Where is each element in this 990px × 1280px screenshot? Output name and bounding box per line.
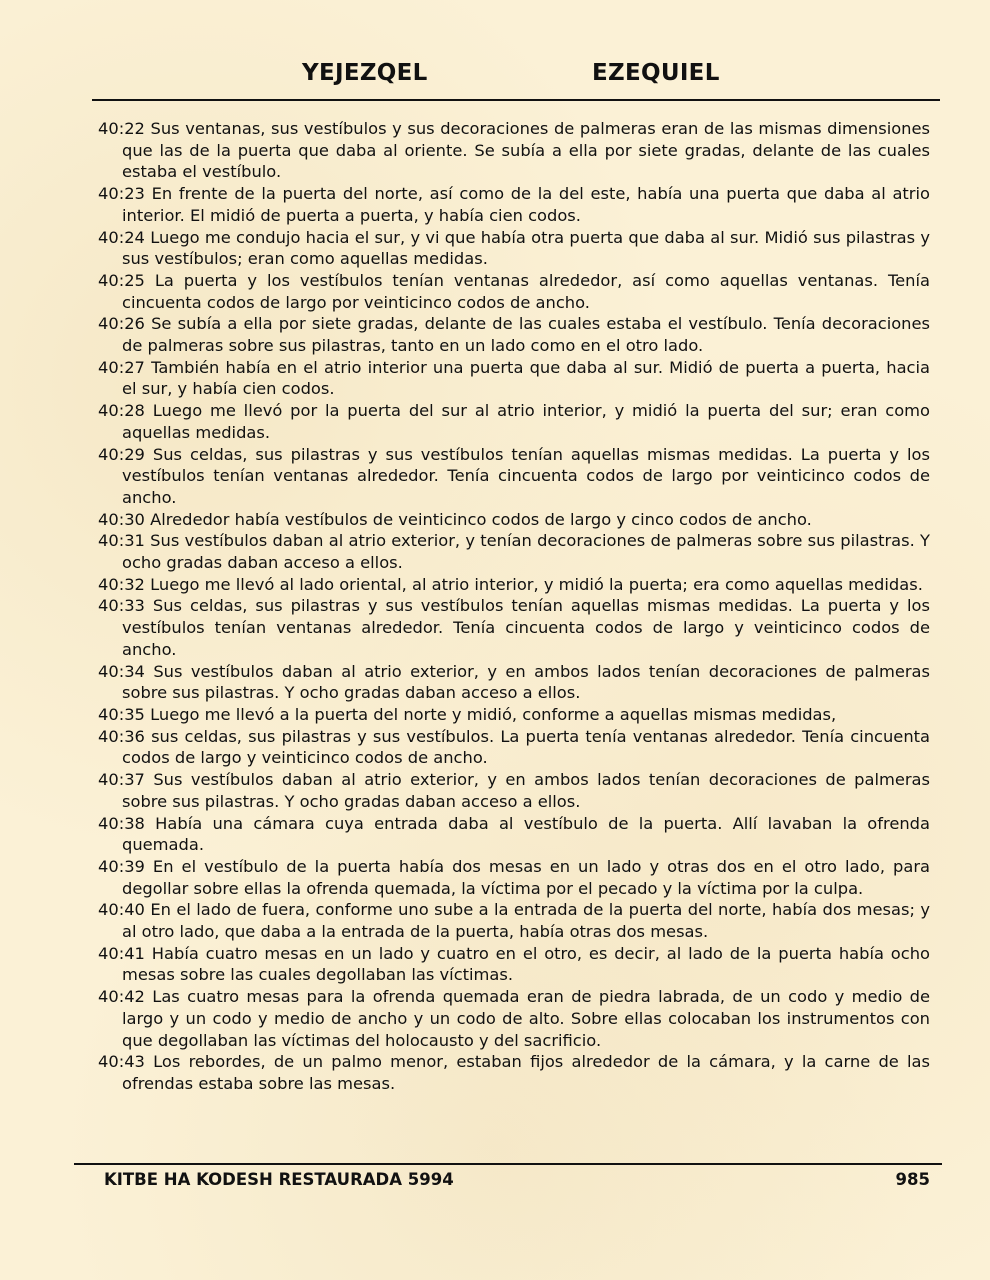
verse-40-22: 40:22 Sus ventanas, sus vestíbulos y sus decoraciones de palmeras eran de las mismas dimensiones que las de la puerta que daba al oriente. Se subía a ella por siete gradas, delante de las cuales estaba el vestíbulo. <box>98 119 930 182</box>
verse-40-23: 40:23 En frente de la puerta del norte, así como de la del este, había una puerta que daba al atrio interior. El midió de puerta a puerta, y había cien codos. <box>98 184 930 225</box>
header-spanish-title: EZEQUIEL <box>592 60 720 86</box>
verse-40-39: 40:39 En el vestíbulo de la puerta había dos mesas en un lado y otras dos en el otro lado, para degollar sobre ellas la ofrenda quemada, la víctima por el pecado y la víctima por la culpa. <box>98 856 930 898</box>
verse-40-25: 40:25 La puerta y los vestíbulos tenían ventanas alrededor, así como aquellas ventanas. Tenía cincuenta codos de largo por veinticinco codos de ancho. <box>98 270 930 312</box>
verse-40-27: 40:27 También había en el atrio interior una puerta que daba al sur. Midió de puerta a puerta, hacia el sur, y había cien codos. <box>98 357 930 399</box>
verse-40-34: 40:34 Sus vestíbulos daban al atrio exterior, y en ambos lados tenían decoraciones de palmeras sobre sus pilastras. Y ocho gradas daban acceso a ellos. <box>98 661 930 703</box>
verse-40-35: 40:35 Luego me llevó a la puerta del norte y midió, conforme a aquellas mismas medidas, <box>98 704 837 724</box>
verse-40-32: 40:32 Luego me llevó al lado oriental, al atrio interior, y midió la puerta; era como aquellas medidas. <box>98 574 923 594</box>
verse-40-24: 40:24 Luego me condujo hacia el sur, y vi que había otra puerta que daba al sur. Midió sus pilastras y sus vestíbulos; eran como aquellas medidas. <box>98 227 930 269</box>
verse-40-33: 40:33 Sus celdas, sus pilastras y sus vestíbulos tenían aquellas mismas medidas. La puerta y los vestíbulos tenían ventanas alrededor. Tenía cincuenta codos de largo y veinticinco codos de ancho. <box>98 596 930 659</box>
verse-40-29: 40:29 Sus celdas, sus pilastras y sus vestíbulos tenían aquellas mismas medidas. La puerta y los vestíbulos tenían ventanas alrededor. Tenía cincuenta codos de largo por veinticinco codos de ancho. <box>98 444 930 507</box>
verse-40-31: 40:31 Sus vestíbulos daban al atrio exterior, y tenían decoraciones de palmeras sobre sus pilastras. Y ocho gradas daban acceso a ellos. <box>98 531 930 573</box>
verse-40-43: 40:43 Los rebordes, de un palmo menor, estaban fijos alrededor de la cámara, y la carne de las ofrendas estaba sobre las mesas. <box>98 1052 930 1093</box>
footer-book-title: KITBE HA KODESH RESTAURADA 5994 <box>104 1170 454 1189</box>
header-hebrew-title: YEJEZQEL <box>302 60 428 86</box>
verse-40-42: 40:42 Las cuatro mesas para la ofrenda quemada eran de piedra labrada, de un codo y medio de largo y un codo y medio de ancho y un codo de alto. Sobre ellas colocaban los instrumentos con que degollaban las víctimas del holocausto y del sacrificio. <box>98 987 930 1050</box>
verse-40-40: 40:40 En el lado de fuera, conforme uno sube a la entrada de la puerta del norte, había dos mesas; y al otro lado, que daba a la entrada de la puerta, había otras dos mesas. <box>98 900 930 942</box>
footer-divider <box>74 1163 942 1165</box>
verse-40-28: 40:28 Luego me llevó por la puerta del sur al atrio interior, y midió la puerta del sur; eran como aquellas medidas. <box>98 401 930 442</box>
verse-40-36: 40:36 sus celdas, sus pilastras y sus vestíbulos. La puerta tenía ventanas alrededor. Tenía cincuenta codos de largo y veinticinco codos de ancho. <box>98 726 930 768</box>
verse-list <box>98 118 930 1095</box>
page-header <box>92 58 940 102</box>
page-number: 985 <box>895 1170 930 1189</box>
verse-40-26: 40:26 Se subía a ella por siete gradas, delante de las cuales estaba el vestíbulo. Tenía decoraciones de palmeras sobre sus pilastras, tanto en un lado como en el otro lado. <box>98 314 930 356</box>
verse-40-38: 40:38 Había una cámara cuya entrada daba al vestíbulo de la puerta. Allí lavaban la ofrenda quemada. <box>98 813 930 855</box>
verse-40-41: 40:41 Había cuatro mesas en un lado y cuatro en el otro, es decir, al lado de la puerta había ocho mesas sobre las cuales degollaban las víctimas. <box>98 943 930 985</box>
verse-40-30: 40:30 Alrededor había vestíbulos de veinticinco codos de largo y cinco codos de ancho. <box>98 509 812 529</box>
verse-40-37: 40:37 Sus vestíbulos daban al atrio exterior, y en ambos lados tenían decoraciones de palmeras sobre sus pilastras. Y ocho gradas daban acceso a ellos. <box>98 770 930 811</box>
header-divider <box>92 99 940 101</box>
